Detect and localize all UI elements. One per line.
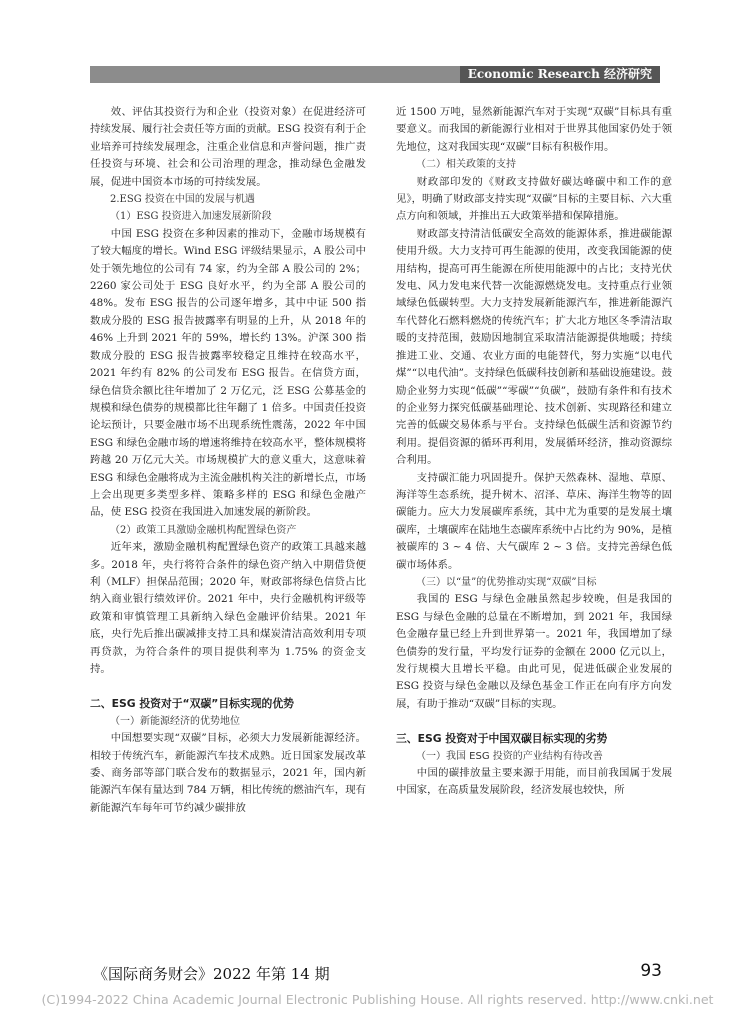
right-subsection-heading: （一）我国 ESG 投资的产业结构有待改善	[416, 750, 603, 762]
right-column	[396, 104, 672, 800]
right-paragraph: 财政部印发的《财政支持做好碳达峰碳中和工作的意见》，明确了财政部支持实现“双碳”目标的主要目标、六大重点方向和领域，并推出五大政策举措和保障措施。	[396, 175, 672, 223]
journal-section-title: Economic Research 经济研究	[460, 66, 660, 83]
right-section-heading: 三、ESG 投资对于中国双碳目标实现的劣势	[396, 732, 608, 746]
left-paragraph: 中国 ESG 投资在多种因素的推动下，金融市场规模有了较大幅度的增长。Wind ESG 评级结果显示，A 股公司中处于领先地位的公司有 74 家，约为全部 A 股公司的 2%；2260 家公司处于 ESG 良好水平，约为全部 A 股公司的 48%。发布 ESG 报告的公司逐年增多，其中中证 500 指数成分股的 ESG 报告披露率有明显的上升，从 2018 年的 46% 上升到 2021 年的 59%，增长约 13%。沪深 300 指数成分股的 ESG 报告披露率较稳定且维持在较高水平，2021 年约有 82% 的公司发布 ESG 报告。在信贷方面，绿色信贷余额比往年增加了 2 万亿元，泛 ESG 公募基金的规模和绿色债券的规模都比往年翻了 1 倍多。中国责任投资论坛预计，只要金融市场不出现系统性震荡，2022 年中国 ESG 和绿色金融市场的增速将维持在较高水平，整体规模将跨越 20 万亿元大关。市场规模扩大的意义重大，这意味着 ESG 和绿色金融将成为主流金融机构关注的新增长点，市场上会出现更多类型多样、策略多样的 ESG 和绿色金融产品，使 ESG 投资在我国进入加速发展的新阶段。	[90, 227, 366, 519]
right-subsection-heading: （三）以“量”的优势推动实现“双碳”目标	[416, 576, 597, 588]
right-paragraph: 财政部支持清洁低碳安全高效的能源体系，推进碳能源使用升级。大力支持可再生能源的使用，改变我国能源的使用结构，提高可再生能源在所使用能源中的占比；支持光伏发电、风力发电来代替一次能源燃烧发电。支持重点行业领域绿色低碳转型。大力支持发展新能源汽车，推进新能源汽车代替化石燃料燃烧的传统汽车；扩大北方地区冬季清洁取暖的支持范围，鼓励因地制宜采取清洁能源提供地暖；持续推进工业、交通、农业方面的电能替代，努力实施“以电代煤”“以电代油”。支持绿色低碳科技创新和基础设施建设。鼓励企业努力实现“低碳”“零碳”“负碳”，鼓励有条件和有技术的企业努力探究低碳基础理论、技术创新、实现路径和建立完善的低碳交易体系与平台。支持绿色低碳生活和资源节约利用。提倡资源的循环再利用，发展循环经济，推动资源综合利用。	[396, 227, 672, 467]
header-bar	[90, 66, 660, 83]
page-number: 93	[640, 961, 662, 981]
left-subsection-heading: （1）ESG 投资进入加速发展新阶段	[110, 211, 272, 223]
right-paragraph: 支持碳汇能力巩固提升。保护天然森林、湿地、草原、海洋等生态系统，提升树木、沼泽、草床、海洋生物等的固碳能力。应大力发展碳库系统，其中尤为重要的是发展土壤碳库，土壤碳库在陆地生态碳库系统中占比约为 90%，是植被碳库的 3 ~ 4 倍、大气碳库 2 ~ 3 倍。支持完善绿色低碳市场体系。	[396, 471, 672, 571]
copyright-watermark: (C)1994-2022 China Academic Journal Electronic Publishing House. All rights reserved. http://www.cnki.net	[41, 992, 714, 1007]
right-paragraph: 中国的碳排放量主要来源于用能，而目前我国属于发展中国家，在高质量发展阶段，经济发展也较快，所	[396, 767, 672, 797]
left-column	[90, 104, 366, 817]
right-paragraph: 近 1500 万吨，显然新能源汽车对于实现“双碳”目标具有重要意义。而我国的新能源行业相对于世界其他国家仍处于领先地位，这对我国实现“双碳”目标有积极作用。	[396, 106, 672, 153]
left-paragraph: 中国想要实现“双碳”目标，必须大力发展新能源经济。相较于传统汽车，新能源汽车技术成熟。近日国家发展改革委、商务部等部门联合发布的数据显示，2021 年，国内新能源汽车保有量达到 784 万辆，相比传统的燃油汽车，现有新能源汽车每年可节约减少碳排放	[90, 732, 366, 814]
left-paragraph: 近年来，激励金融机构配置绿色资产的政策工具越来越多。2018 年，央行将符合条件的绿色资产纳入中期借贷便利（MLF）担保品范围；2020 年，财政部将绿色信贷占比纳入商业银行绩效评价。2021 年中，央行金融机构评级等政策和审慎管理工具新纳入绿色金融评价结果。2021 年底，央行先后推出碳减排支持工具和煤炭清洁高效利用专项再贷款，为符合条件的项目提供利率为 1.75% 的资金支持。	[90, 541, 366, 675]
left-paragraph: 效、评估其投资行为和企业（投资对象）在促进经济可持续发展、履行社会责任等方面的贡献。ESG 投资有利于企业培养可持续发展理念，注重企业信息和声誉问题，推广责任投资与环境、社会和公司治理的理念，推动绿色金融发展，促进中国资本市场的可持续发展。	[90, 106, 366, 188]
left-subsection-heading: 2.ESG 投资在中国的发展与机遇	[110, 194, 255, 206]
left-subsection-heading: （一）新能源经济的优势地位	[110, 715, 240, 727]
right-paragraph: 我国的 ESG 与绿色金融虽然起步较晚，但是我国的 ESG 与绿色金融的总量在不断增加，到 2021 年，我国绿色金融存量已经上升到世界第一。2021 年，我国增加了绿色债券的发行量，平均发行证券的金额在 2000 亿元以上，发行规模大且增长平稳。由此可见，促进低碳企业发展的 ESG 投资与绿色金融以及绿色基金工作正在向有序方向发展，有助于推动“双碳”目标的实现。	[396, 593, 672, 710]
right-subsection-heading: （二）相关政策的支持	[416, 159, 516, 171]
left-subsection-heading: （2）政策工具激励金融机构配置绿色资产	[110, 524, 297, 536]
left-section-heading: 二、ESG 投资对于“双碳”目标实现的优势	[90, 697, 294, 711]
footer-journal-issue: 《国际商务财会》2022 年第 14 期	[93, 965, 330, 983]
